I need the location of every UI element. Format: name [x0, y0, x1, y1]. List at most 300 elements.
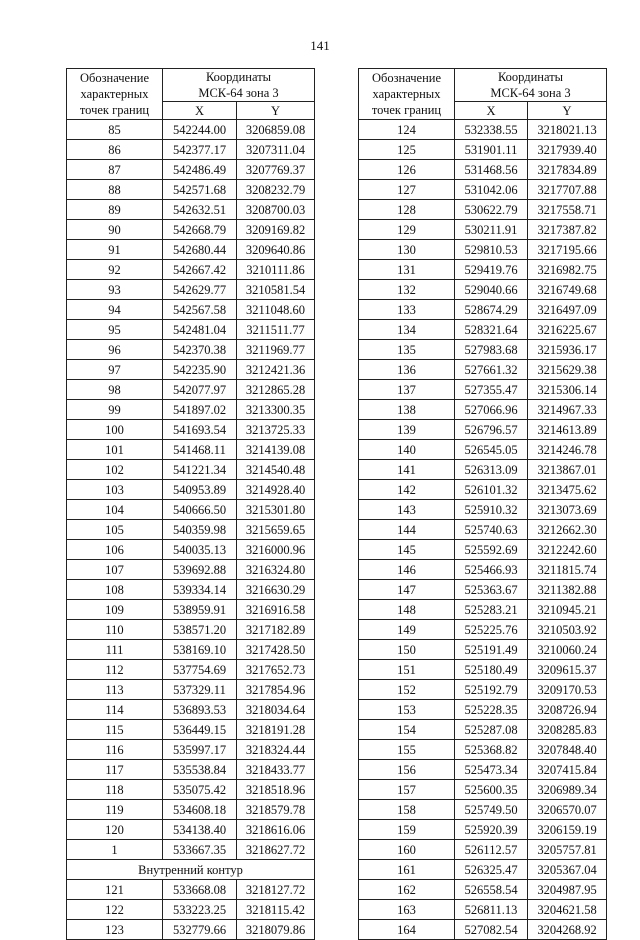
- x-coordinate-cell: 534608.18: [163, 800, 237, 820]
- table-row: [67, 280, 315, 300]
- point-number-cell: 145: [359, 540, 455, 560]
- point-number-cell: 131: [359, 260, 455, 280]
- table-row: [67, 620, 315, 640]
- table-row: [359, 180, 607, 200]
- x-coordinate-cell: 530211.91: [455, 220, 528, 240]
- x-coordinate-cell: 540035.13: [163, 540, 237, 560]
- point-number-cell: 158: [359, 800, 455, 820]
- point-number-cell: 99: [67, 400, 163, 420]
- table-row: [67, 420, 315, 440]
- x-coordinate-cell: 535075.42: [163, 780, 237, 800]
- y-coordinate-cell: 3209640.86: [237, 240, 315, 260]
- x-coordinate-cell: 527983.68: [455, 340, 528, 360]
- table-row: [67, 820, 315, 840]
- y-coordinate-cell: 3210060.24: [528, 640, 607, 660]
- x-coordinate-cell: 531468.56: [455, 160, 528, 180]
- point-number-cell: 114: [67, 700, 163, 720]
- x-coordinate-cell: 542667.42: [163, 260, 237, 280]
- point-number-cell: 110: [67, 620, 163, 640]
- y-coordinate-cell: 3217652.73: [237, 660, 315, 680]
- x-coordinate-cell: 542235.90: [163, 360, 237, 380]
- x-coordinate-cell: 541897.02: [163, 400, 237, 420]
- point-number-cell: 129: [359, 220, 455, 240]
- y-coordinate-cell: 3207415.84: [528, 760, 607, 780]
- table-row: [359, 360, 607, 380]
- point-number-cell: 96: [67, 340, 163, 360]
- point-number-cell: 155: [359, 740, 455, 760]
- x-coordinate-cell: 541468.11: [163, 440, 237, 460]
- point-number-cell: 85: [67, 120, 163, 140]
- y-coordinate-cell: 3218115.42: [237, 900, 315, 920]
- table-row: [67, 500, 315, 520]
- y-coordinate-cell: 3214540.48: [237, 460, 315, 480]
- point-number-cell: 152: [359, 680, 455, 700]
- x-coordinate-cell: 525592.69: [455, 540, 528, 560]
- x-coordinate-cell: 526112.57: [455, 840, 528, 860]
- y-coordinate-cell: 3210581.54: [237, 280, 315, 300]
- point-number-cell: 103: [67, 480, 163, 500]
- table-row: [67, 720, 315, 740]
- table-row: [359, 600, 607, 620]
- table-row: [67, 240, 315, 260]
- x-coordinate-cell: 536893.53: [163, 700, 237, 720]
- y-coordinate-cell: 3214139.08: [237, 440, 315, 460]
- y-coordinate-cell: 3215306.14: [528, 380, 607, 400]
- x-coordinate-cell: 542632.51: [163, 200, 237, 220]
- point-number-cell: 106: [67, 540, 163, 560]
- table-row: [359, 480, 607, 500]
- y-coordinate-cell: 3216324.80: [237, 560, 315, 580]
- point-number-cell: 163: [359, 900, 455, 920]
- x-coordinate-cell: 525191.49: [455, 640, 528, 660]
- y-coordinate-cell: 3210503.92: [528, 620, 607, 640]
- table-row: [359, 380, 607, 400]
- x-coordinate-cell: 525363.67: [455, 580, 528, 600]
- point-number-cell: 151: [359, 660, 455, 680]
- point-number-cell: 100: [67, 420, 163, 440]
- coordinates-table-left: [66, 68, 315, 940]
- point-number-cell: 146: [359, 560, 455, 580]
- y-coordinate-cell: 3217707.88: [528, 180, 607, 200]
- inner-contour-row: [67, 860, 315, 880]
- x-coordinate-cell: 533667.35: [163, 840, 237, 860]
- y-coordinate-cell: 3211815.74: [528, 560, 607, 580]
- table-row: [359, 780, 607, 800]
- point-number-cell: 139: [359, 420, 455, 440]
- x-coordinate-cell: 525473.34: [455, 760, 528, 780]
- x-coordinate-cell: 530622.79: [455, 200, 528, 220]
- table-row: [67, 760, 315, 780]
- y-coordinate-cell: 3218079.86: [237, 920, 315, 940]
- y-coordinate-cell: 3217558.71: [528, 200, 607, 220]
- x-coordinate-cell: 533223.25: [163, 900, 237, 920]
- point-number-cell: 104: [67, 500, 163, 520]
- point-number-cell: 140: [359, 440, 455, 460]
- table-row: [67, 440, 315, 460]
- table-row: [359, 720, 607, 740]
- y-coordinate-cell: 3212242.60: [528, 540, 607, 560]
- table-row: [359, 240, 607, 260]
- y-coordinate-cell: 3209169.82: [237, 220, 315, 240]
- y-coordinate-cell: 3207848.40: [528, 740, 607, 760]
- point-number-cell: 133: [359, 300, 455, 320]
- table-row: [359, 440, 607, 460]
- point-number-cell: 112: [67, 660, 163, 680]
- header-y: Y: [528, 102, 607, 120]
- x-coordinate-cell: 525225.76: [455, 620, 528, 640]
- y-coordinate-cell: 3211382.88: [528, 580, 607, 600]
- x-coordinate-cell: 540666.50: [163, 500, 237, 520]
- point-number-cell: 142: [359, 480, 455, 500]
- table-row: [67, 180, 315, 200]
- point-number-cell: 130: [359, 240, 455, 260]
- point-number-cell: 126: [359, 160, 455, 180]
- table-row: [359, 620, 607, 640]
- coordinates-table-right: [358, 68, 607, 940]
- header-x: X: [163, 102, 237, 120]
- y-coordinate-cell: 3218518.96: [237, 780, 315, 800]
- point-number-cell: 90: [67, 220, 163, 240]
- table-row: [67, 220, 315, 240]
- y-coordinate-cell: 3211511.77: [237, 320, 315, 340]
- y-coordinate-cell: 3205757.81: [528, 840, 607, 860]
- x-coordinate-cell: 525600.35: [455, 780, 528, 800]
- x-coordinate-cell: 539692.88: [163, 560, 237, 580]
- point-number-cell: 156: [359, 760, 455, 780]
- x-coordinate-cell: 528321.64: [455, 320, 528, 340]
- y-coordinate-cell: 3208285.83: [528, 720, 607, 740]
- header-y: Y: [237, 102, 315, 120]
- x-coordinate-cell: 542370.38: [163, 340, 237, 360]
- point-number-cell: 161: [359, 860, 455, 880]
- point-number-cell: 122: [67, 900, 163, 920]
- table-row: [67, 520, 315, 540]
- table-row: [359, 900, 607, 920]
- y-coordinate-cell: 3216000.96: [237, 540, 315, 560]
- x-coordinate-cell: 533668.08: [163, 880, 237, 900]
- y-coordinate-cell: 3214967.33: [528, 400, 607, 420]
- table-row: [359, 880, 607, 900]
- y-coordinate-cell: 3217195.66: [528, 240, 607, 260]
- table-row: [359, 560, 607, 580]
- point-number-cell: 123: [67, 920, 163, 940]
- y-coordinate-cell: 3217854.96: [237, 680, 315, 700]
- header-point-label: Обозначение характерных точек границ: [67, 69, 163, 120]
- point-number-cell: 148: [359, 600, 455, 620]
- table-row: [359, 400, 607, 420]
- x-coordinate-cell: 539334.14: [163, 580, 237, 600]
- y-coordinate-cell: 3217182.89: [237, 620, 315, 640]
- y-coordinate-cell: 3206989.34: [528, 780, 607, 800]
- point-number-cell: 143: [359, 500, 455, 520]
- x-coordinate-cell: 528674.29: [455, 300, 528, 320]
- header-coordinates: Координаты МСК-64 зона 3: [163, 69, 315, 102]
- table-row: [359, 640, 607, 660]
- x-coordinate-cell: 526313.09: [455, 460, 528, 480]
- table-row: [67, 400, 315, 420]
- table-row: [359, 860, 607, 880]
- point-number-cell: 86: [67, 140, 163, 160]
- point-number-cell: 138: [359, 400, 455, 420]
- table-row: [67, 560, 315, 580]
- point-number-cell: 118: [67, 780, 163, 800]
- table-row: [67, 780, 315, 800]
- point-number-cell: 95: [67, 320, 163, 340]
- table-row: [67, 140, 315, 160]
- table-row: [359, 740, 607, 760]
- x-coordinate-cell: 537329.11: [163, 680, 237, 700]
- x-coordinate-cell: 525368.82: [455, 740, 528, 760]
- x-coordinate-cell: 540359.98: [163, 520, 237, 540]
- y-coordinate-cell: 3207769.37: [237, 160, 315, 180]
- table-row: [67, 800, 315, 820]
- table-row: [359, 300, 607, 320]
- table-row: [67, 320, 315, 340]
- x-coordinate-cell: 535997.17: [163, 740, 237, 760]
- y-coordinate-cell: 3218627.72: [237, 840, 315, 860]
- y-coordinate-cell: 3215936.17: [528, 340, 607, 360]
- header-point-label: Обозначение характерных точек границ: [359, 69, 455, 120]
- x-coordinate-cell: 538169.10: [163, 640, 237, 660]
- table-row: [67, 380, 315, 400]
- point-number-cell: 91: [67, 240, 163, 260]
- y-coordinate-cell: 3206159.19: [528, 820, 607, 840]
- x-coordinate-cell: 525192.79: [455, 680, 528, 700]
- y-coordinate-cell: 3209615.37: [528, 660, 607, 680]
- x-coordinate-cell: 526325.47: [455, 860, 528, 880]
- point-number-cell: 92: [67, 260, 163, 280]
- point-number-cell: 94: [67, 300, 163, 320]
- y-coordinate-cell: 3216225.67: [528, 320, 607, 340]
- y-coordinate-cell: 3212865.28: [237, 380, 315, 400]
- point-number-cell: 125: [359, 140, 455, 160]
- y-coordinate-cell: 3217428.50: [237, 640, 315, 660]
- y-coordinate-cell: 3214928.40: [237, 480, 315, 500]
- x-coordinate-cell: 542571.68: [163, 180, 237, 200]
- x-coordinate-cell: 542481.04: [163, 320, 237, 340]
- point-number-cell: 134: [359, 320, 455, 340]
- table-row: [359, 260, 607, 280]
- table-row: [359, 340, 607, 360]
- y-coordinate-cell: 3211048.60: [237, 300, 315, 320]
- point-number-cell: 162: [359, 880, 455, 900]
- point-number-cell: 107: [67, 560, 163, 580]
- table-row: [67, 660, 315, 680]
- y-coordinate-cell: 3216497.09: [528, 300, 607, 320]
- table-row: [67, 640, 315, 660]
- table-row: [359, 840, 607, 860]
- point-number-cell: 108: [67, 580, 163, 600]
- point-number-cell: 101: [67, 440, 163, 460]
- y-coordinate-cell: 3218579.78: [237, 800, 315, 820]
- point-number-cell: 149: [359, 620, 455, 640]
- table-row: [359, 420, 607, 440]
- y-coordinate-cell: 3208726.94: [528, 700, 607, 720]
- x-coordinate-cell: 542377.17: [163, 140, 237, 160]
- x-coordinate-cell: 529419.76: [455, 260, 528, 280]
- x-coordinate-cell: 526558.54: [455, 880, 528, 900]
- y-coordinate-cell: 3204987.95: [528, 880, 607, 900]
- x-coordinate-cell: 526811.13: [455, 900, 528, 920]
- x-coordinate-cell: 536449.15: [163, 720, 237, 740]
- point-number-cell: 136: [359, 360, 455, 380]
- y-coordinate-cell: 3218433.77: [237, 760, 315, 780]
- table-row: [67, 460, 315, 480]
- point-number-cell: 98: [67, 380, 163, 400]
- point-number-cell: 109: [67, 600, 163, 620]
- table-row: [359, 160, 607, 180]
- y-coordinate-cell: 3209170.53: [528, 680, 607, 700]
- point-number-cell: 147: [359, 580, 455, 600]
- table-row: [67, 900, 315, 920]
- header-coordinates: Координаты МСК-64 зона 3: [455, 69, 607, 102]
- page-number: 141: [310, 38, 330, 53]
- x-coordinate-cell: 531042.06: [455, 180, 528, 200]
- table-row: [67, 600, 315, 620]
- y-coordinate-cell: 3216749.68: [528, 280, 607, 300]
- x-coordinate-cell: 525740.63: [455, 520, 528, 540]
- x-coordinate-cell: 525283.21: [455, 600, 528, 620]
- x-coordinate-cell: 532338.55: [455, 120, 528, 140]
- point-number-cell: 141: [359, 460, 455, 480]
- x-coordinate-cell: 527661.32: [455, 360, 528, 380]
- x-coordinate-cell: 538959.91: [163, 600, 237, 620]
- x-coordinate-cell: 525749.50: [455, 800, 528, 820]
- y-coordinate-cell: 3218034.64: [237, 700, 315, 720]
- y-coordinate-cell: 3207311.04: [237, 140, 315, 160]
- table-row: [359, 520, 607, 540]
- point-number-cell: 124: [359, 120, 455, 140]
- y-coordinate-cell: 3206570.07: [528, 800, 607, 820]
- y-coordinate-cell: 3208232.79: [237, 180, 315, 200]
- y-coordinate-cell: 3212662.30: [528, 520, 607, 540]
- table-row: [359, 760, 607, 780]
- table-row: [359, 320, 607, 340]
- table-row: [359, 460, 607, 480]
- table-row: [359, 540, 607, 560]
- table-row: [359, 580, 607, 600]
- table-row: [67, 360, 315, 380]
- y-coordinate-cell: 3214613.89: [528, 420, 607, 440]
- table-row: [359, 500, 607, 520]
- x-coordinate-cell: 529810.53: [455, 240, 528, 260]
- y-coordinate-cell: 3218191.28: [237, 720, 315, 740]
- table-row: [67, 700, 315, 720]
- point-number-cell: 128: [359, 200, 455, 220]
- x-coordinate-cell: 540953.89: [163, 480, 237, 500]
- point-number-cell: 88: [67, 180, 163, 200]
- point-number-cell: 159: [359, 820, 455, 840]
- point-number-cell: 111: [67, 640, 163, 660]
- y-coordinate-cell: 3205367.04: [528, 860, 607, 880]
- point-number-cell: 117: [67, 760, 163, 780]
- point-number-cell: 1: [67, 840, 163, 860]
- y-coordinate-cell: 3206859.08: [237, 120, 315, 140]
- y-coordinate-cell: 3218324.44: [237, 740, 315, 760]
- table-row: [359, 120, 607, 140]
- table-row: [67, 480, 315, 500]
- table-row: [67, 160, 315, 180]
- point-number-cell: 135: [359, 340, 455, 360]
- table-row: [67, 680, 315, 700]
- point-number-cell: 144: [359, 520, 455, 540]
- point-number-cell: 154: [359, 720, 455, 740]
- table-row: [359, 680, 607, 700]
- y-coordinate-cell: 3217834.89: [528, 160, 607, 180]
- point-number-cell: 97: [67, 360, 163, 380]
- point-number-cell: 115: [67, 720, 163, 740]
- point-number-cell: 164: [359, 920, 455, 940]
- y-coordinate-cell: 3210945.21: [528, 600, 607, 620]
- x-coordinate-cell: 532779.66: [163, 920, 237, 940]
- point-number-cell: 137: [359, 380, 455, 400]
- x-coordinate-cell: 542629.77: [163, 280, 237, 300]
- table-row: [67, 340, 315, 360]
- x-coordinate-cell: 525466.93: [455, 560, 528, 580]
- point-number-cell: 160: [359, 840, 455, 860]
- point-number-cell: 105: [67, 520, 163, 540]
- x-coordinate-cell: 534138.40: [163, 820, 237, 840]
- x-coordinate-cell: 525180.49: [455, 660, 528, 680]
- x-coordinate-cell: 537754.69: [163, 660, 237, 680]
- x-coordinate-cell: 526545.05: [455, 440, 528, 460]
- y-coordinate-cell: 3218127.72: [237, 880, 315, 900]
- table-row: [359, 660, 607, 680]
- point-number-cell: 102: [67, 460, 163, 480]
- y-coordinate-cell: 3215301.80: [237, 500, 315, 520]
- y-coordinate-cell: 3215629.38: [528, 360, 607, 380]
- table-row: [359, 800, 607, 820]
- point-number-cell: 120: [67, 820, 163, 840]
- y-coordinate-cell: 3214246.78: [528, 440, 607, 460]
- table-row: [67, 260, 315, 280]
- table-row: [359, 140, 607, 160]
- table-row: [359, 700, 607, 720]
- y-coordinate-cell: 3213725.33: [237, 420, 315, 440]
- y-coordinate-cell: 3210111.86: [237, 260, 315, 280]
- x-coordinate-cell: 525228.35: [455, 700, 528, 720]
- x-coordinate-cell: 527355.47: [455, 380, 528, 400]
- x-coordinate-cell: 525287.08: [455, 720, 528, 740]
- y-coordinate-cell: 3213073.69: [528, 500, 607, 520]
- y-coordinate-cell: 3216630.29: [237, 580, 315, 600]
- y-coordinate-cell: 3204621.58: [528, 900, 607, 920]
- inner-contour-label: Внутренний контур: [67, 860, 315, 880]
- point-number-cell: 132: [359, 280, 455, 300]
- header-x: X: [455, 102, 528, 120]
- x-coordinate-cell: 526101.32: [455, 480, 528, 500]
- point-number-cell: 153: [359, 700, 455, 720]
- point-number-cell: 127: [359, 180, 455, 200]
- point-number-cell: 116: [67, 740, 163, 760]
- x-coordinate-cell: 541693.54: [163, 420, 237, 440]
- y-coordinate-cell: 3216916.58: [237, 600, 315, 620]
- point-number-cell: 119: [67, 800, 163, 820]
- y-coordinate-cell: 3218021.13: [528, 120, 607, 140]
- table-row: [67, 880, 315, 900]
- x-coordinate-cell: 527066.96: [455, 400, 528, 420]
- point-number-cell: 121: [67, 880, 163, 900]
- y-coordinate-cell: 3217387.82: [528, 220, 607, 240]
- table-row: [67, 840, 315, 860]
- x-coordinate-cell: 542680.44: [163, 240, 237, 260]
- y-coordinate-cell: 3213300.35: [237, 400, 315, 420]
- x-coordinate-cell: 525920.39: [455, 820, 528, 840]
- x-coordinate-cell: 529040.66: [455, 280, 528, 300]
- x-coordinate-cell: 541221.34: [163, 460, 237, 480]
- point-number-cell: 113: [67, 680, 163, 700]
- table-row: [359, 280, 607, 300]
